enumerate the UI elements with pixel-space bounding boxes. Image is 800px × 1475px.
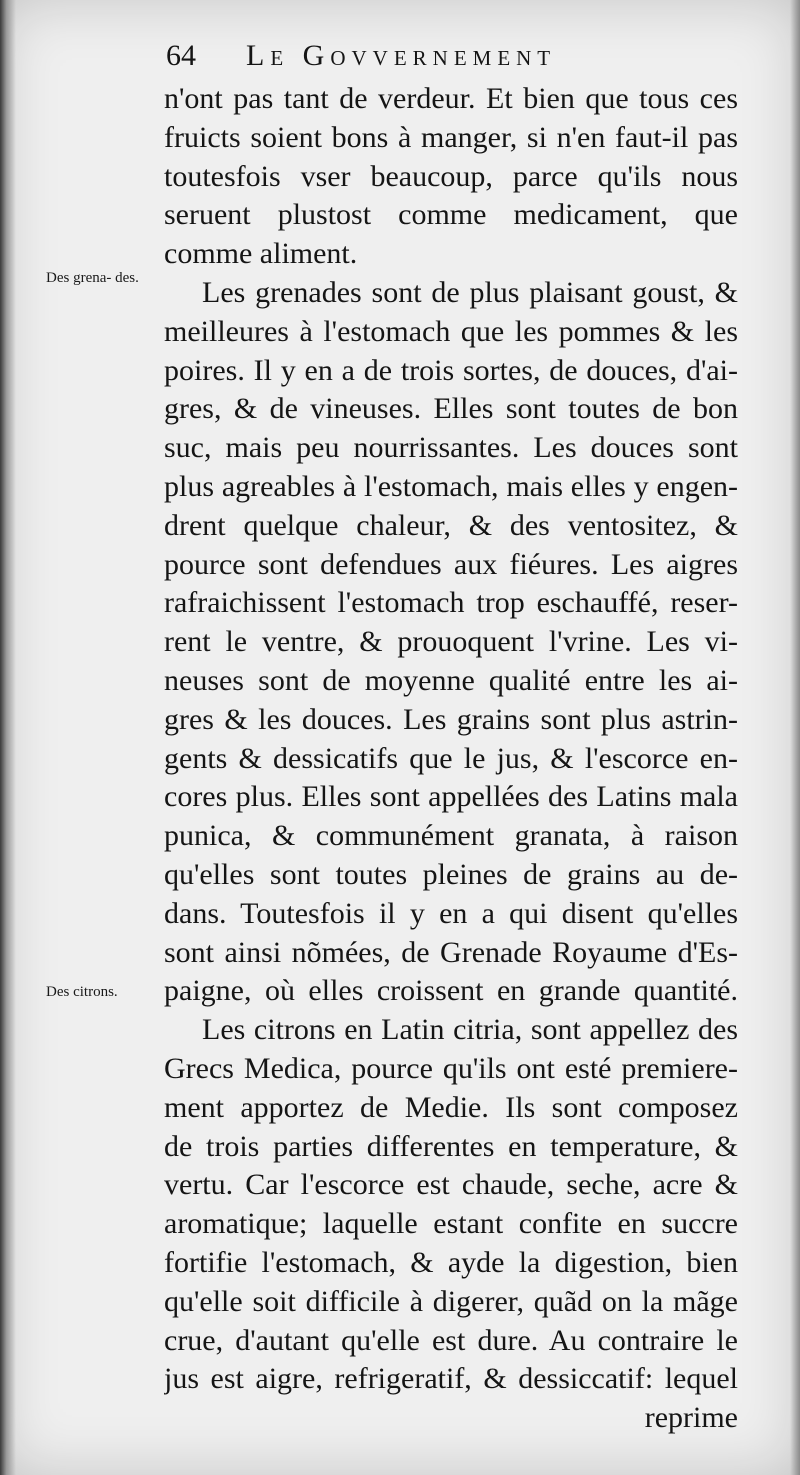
text-line: paigne, où elles croissent en grande quantité. (164, 974, 738, 1008)
catchword: reprime (644, 1401, 738, 1435)
text-line: pource sont defendues aux fiéures. Les aigres (164, 547, 738, 581)
page-number: 64 (166, 39, 196, 72)
text-line: cores plus. Elles sont appellées des Latins mala (164, 780, 738, 814)
text-line: comme aliment. (164, 237, 358, 271)
text-line: jus est aigre, refrigeratif, & dessiccatif: lequel (164, 1362, 738, 1396)
text-line: gres, & de vineuses. Elles sont toutes de bon (164, 392, 738, 426)
text-line: n'ont pas tant de verdeur. Et bien que tous ces (164, 82, 738, 115)
text-line: crue, d'autant qu'elle est dure. Au contraire le (164, 1323, 738, 1357)
text-line: toutesfois vser beaucoup, parce qu'ils nous (164, 159, 738, 193)
text-line: qu'elle soit difficile à digerer, quãd on la mãge (164, 1284, 738, 1318)
text-line: plus agreables à l'estomach, mais elles y engen- (164, 469, 738, 503)
margin-note-citrons: Des citrons. (46, 984, 118, 1000)
text-line: Les citrons en Latin citria, sont appellez des (202, 1013, 738, 1047)
text-line: suc, mais peu nourrissantes. Les douces sont (164, 431, 738, 465)
text-line: drent quelque chaleur, & des ventositez, & (164, 508, 738, 542)
margin-note-grenades: Des grena- des. (46, 270, 139, 286)
text-line: gents & dessicatifs que le jus, & l'escorce en- (164, 741, 738, 775)
page-header (166, 36, 596, 76)
text-line: sont ainsi nõmées, de Grenade Royaume d'Es- (164, 935, 738, 969)
text-line: ment apportez de Medie. Ils sont composez (164, 1090, 738, 1124)
text-line: Grecs Medica, pource qu'ils ont esté premiere- (164, 1051, 738, 1085)
text-line: gres & les douces. Les grains sont plus astrin- (164, 702, 738, 736)
text-line: de trois parties differentes en temperature, & (164, 1129, 738, 1163)
text-line: rafraichissent l'estomach trop eschauffé, reser- (164, 586, 738, 620)
text-line: fortifie l'estomach, & ayde la digestion, bien (164, 1245, 738, 1279)
running-title: Le Govvernement (246, 39, 557, 72)
text-line: seruent plustost comme medicament, que (164, 198, 738, 232)
text-line: punica, & communément granata, à raison (164, 819, 738, 853)
body-text (164, 80, 738, 1438)
text-line: poires. Il y en a de trois sortes, de douces, d'ai- (164, 353, 738, 387)
text-line: fruicts soient bons à manger, si n'en faut-il pas (164, 120, 738, 154)
text-line: neuses sont de moyenne qualité entre les ai- (164, 663, 738, 697)
text-line: dans. Toutesfois il y en a qui disent qu'elles (164, 896, 738, 930)
text-line: vertu. Car l'escorce est chaude, seche, acre & (164, 1168, 738, 1202)
text-line: qu'elles sont toutes pleines de grains au de- (164, 857, 738, 891)
text-line: rent le ventre, & prouoquent l'vrine. Les vi- (164, 625, 738, 659)
text-line: meilleures à l'estomach que les pommes & les (164, 314, 738, 348)
text-line: aromatique; laquelle estant confite en succre (164, 1207, 738, 1241)
text-line: Les grenades sont de plus plaisant goust, & (202, 275, 738, 309)
